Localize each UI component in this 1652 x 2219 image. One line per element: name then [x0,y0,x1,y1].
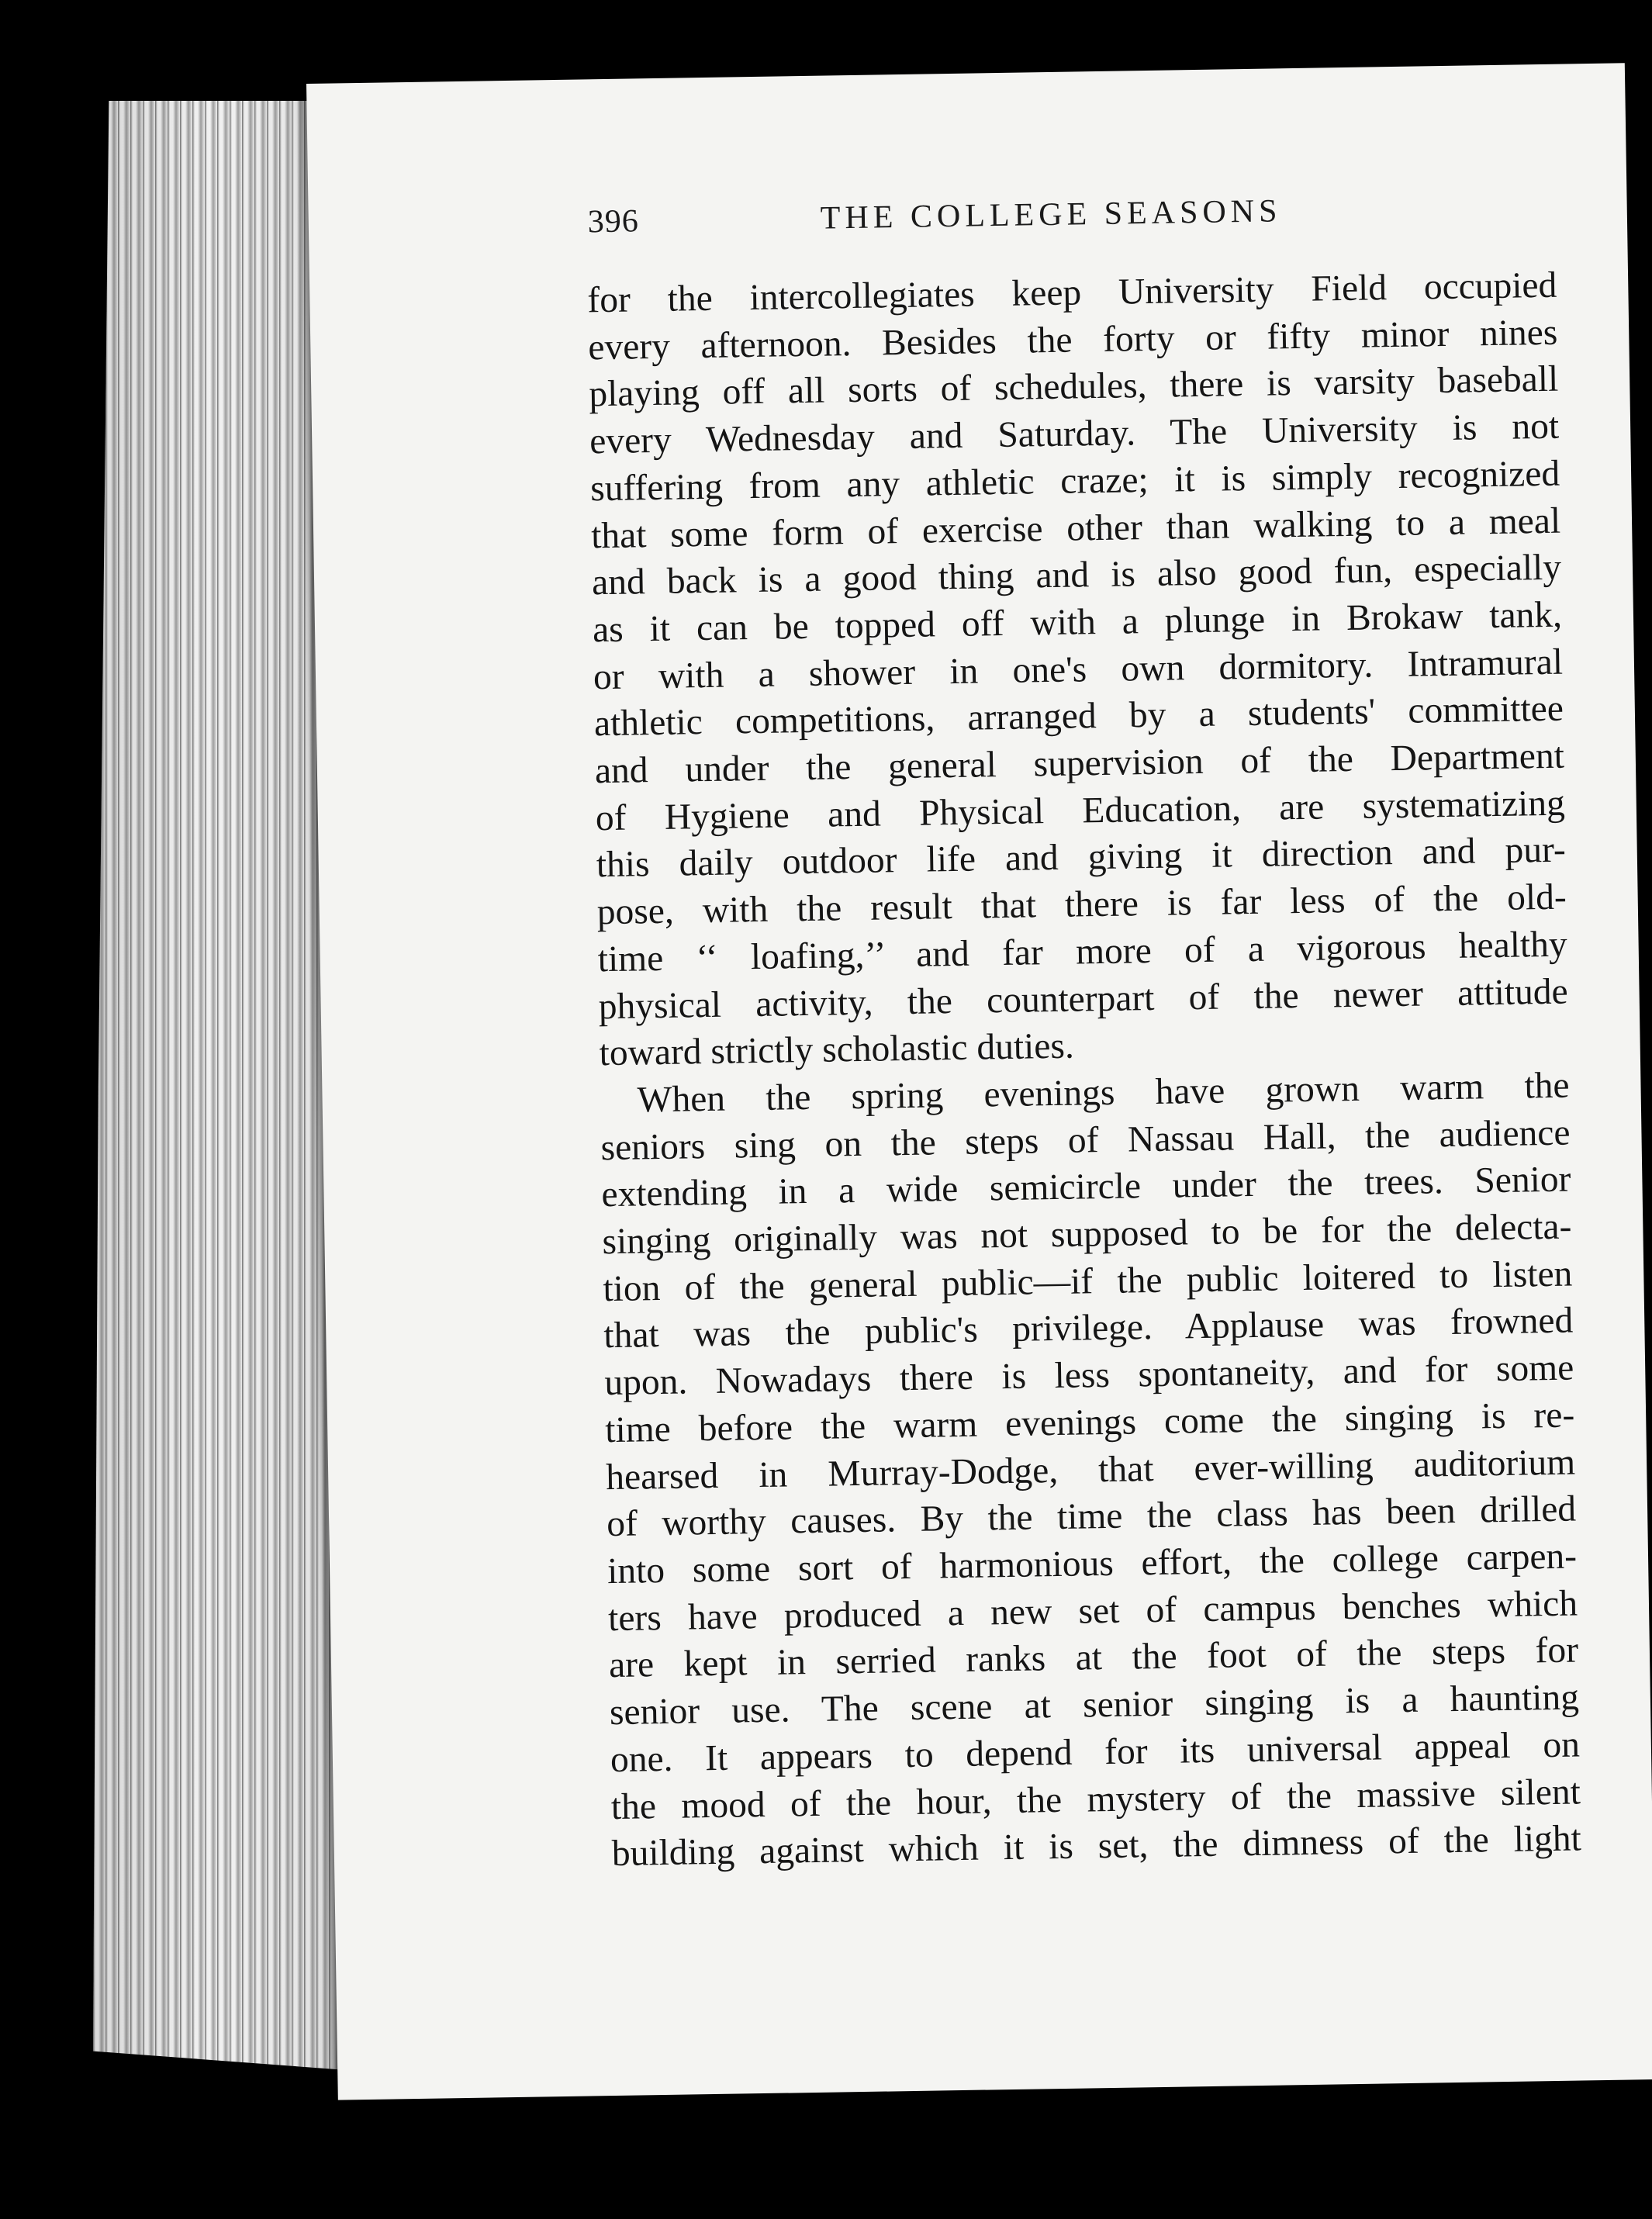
paragraph-2 [600,1063,1581,1878]
text-line: athletic competitions, arranged by a students' committee [593,688,1564,745]
text-line: this daily outdoor life and giving it direction and pur- [596,830,1567,886]
text-line: extending in a wide semicircle under the trees. Senior [601,1159,1571,1215]
text-line: pose, with the result that there is far less of the old- [596,876,1567,933]
text-line: seniors sing on the steps of Nassau Hall, the audience [600,1112,1571,1168]
text-line: every afternoon. Besides the forty or fifty minor nines [587,312,1558,368]
text-line: suffering from any athletic craze; it is simply recognized [589,453,1560,510]
text-line: ters have produced a new set of campus benches which [607,1583,1578,1639]
running-head [587,187,1627,250]
text-line: of worthy causes. By the time the class has been drilled [606,1488,1577,1545]
text-line: playing off all sorts of schedules, there is varsity baseball [588,359,1559,415]
text-line: the mood of the hour, the mystery of the massive silent [610,1771,1581,1827]
text-line: When the spring evenings have grown warm the [637,1065,1570,1121]
text-line: time before the warm evenings come the singing is re- [604,1395,1575,1451]
text-line: one. It appears to depend for its universal appeal on [610,1724,1581,1780]
text-line: for the intercollegiates keep University Field occupied [587,264,1557,321]
text-line: that was the public's privilege. Applause was frowned [603,1301,1574,1357]
text-line: physical activity, the counterpart of the newer attitude [598,971,1568,1027]
text-line: tion of the general public—if the public loitered to listen [603,1253,1573,1309]
text-line: toward strictly scholastic duties. [599,1025,1075,1074]
text-line: that some form of exercise other than walking to a meal [590,500,1561,556]
text-line: every Wednesday and Saturday. The University is not [589,406,1560,462]
body-text [587,262,1581,1878]
text-line: or with a shower in one's own dormitory. Intramural [593,641,1564,697]
running-title: THE COLLEGE SEASONS [820,193,1282,237]
text-line: time ‘‘ loafing,’’ and far more of a vigorous healthy [597,924,1568,980]
text-line: upon. Nowadays there is less spontaneity, and for some [603,1347,1574,1404]
text-line: of Hygiene and Physical Education, are systematizing [595,783,1566,838]
text-line: are kept in serried ranks at the foot of the steps for [608,1630,1579,1686]
paragraph-1 [587,262,1569,1077]
text-line: into some sort of harmonious effort, the college carpen- [607,1536,1578,1592]
text-line: senior use. The scene at senior singing is a haunting [609,1677,1580,1733]
text-line: as it can be topped off with a plunge in Brokaw tank, [592,594,1563,651]
book-page [306,63,1652,2100]
text-line: hearsed in Murray-Dodge, that ever-willing auditorium [605,1442,1576,1498]
text-line: and under the general supervision of the Department [594,735,1565,792]
text-line: building against which it is set, the dimness of the light [611,1818,1582,1875]
text-line: and back is a good thing and is also good fun, especially [591,547,1562,603]
text-line: singing originally was not supposed to be for the delecta- [602,1206,1572,1263]
page-number: 396 [587,203,640,240]
